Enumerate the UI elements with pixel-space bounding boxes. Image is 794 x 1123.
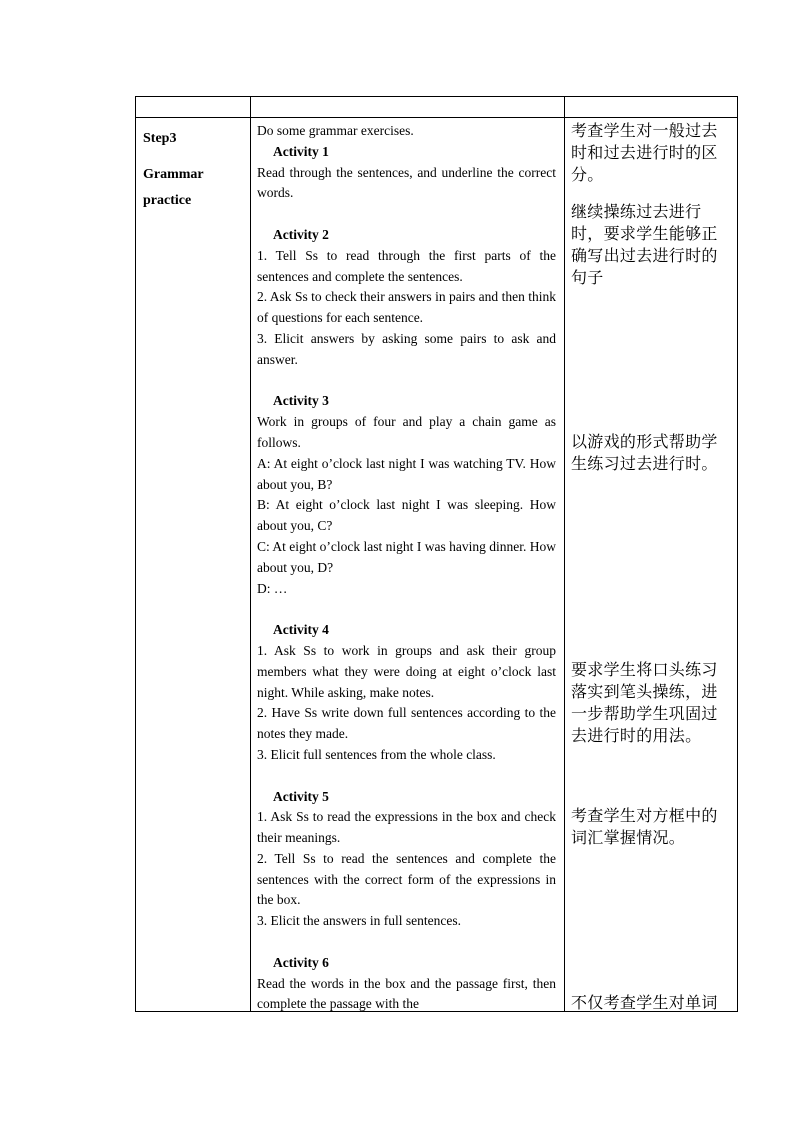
step-cell (136, 118, 251, 1012)
purpose-cell (565, 118, 738, 1012)
activity-line: 2. Have Ss write down full sentences according to the notes they made. (257, 705, 556, 742)
header-cell-3 (565, 97, 738, 118)
activity-line: 3. Elicit the answers in full sentences. (257, 913, 461, 929)
header-cell-2 (251, 97, 565, 118)
lesson-plan-table (135, 96, 738, 1012)
activity-line: C: At eight o’clock last night I was having dinner. How about you, D? (257, 538, 556, 575)
activity-line: D: … (257, 580, 288, 596)
purpose-note: 要求学生将口头练习落实到笔头操练，进一步帮助学生巩固过去进行时的用法。 (571, 660, 718, 745)
activity-line: 3. Elicit full sentences from the whole class. (257, 746, 496, 762)
activity-line: 1. Ask Ss to work in groups and ask their group members what they were doing at eight o’clock last night. While asking, make notes. (257, 642, 556, 700)
activity-line: 3. Elicit answers by asking some pairs to ask and answer. (257, 330, 556, 367)
activity-title: Activity 1 (273, 143, 329, 159)
activity-line: 2. Ask Ss to check their answers in pairs and then think of questions for each sentence. (257, 289, 556, 326)
header-cell-1 (136, 97, 251, 118)
step-title: Step3 (143, 131, 177, 146)
activity-line: 1. Tell Ss to read through the first parts of the sentences and complete the sentences. (257, 247, 556, 284)
purpose-note: 继续操练过去进行时，要求学生能够正确写出过去进行时的句子 (571, 202, 718, 287)
activity-line: Read through the sentences, and underline the correct words. (257, 164, 556, 201)
activity-line: B: At eight o’clock last night I was sleeping. How about you, C? (257, 497, 556, 534)
activity-line: Work in groups of four and play a chain game as follows. (257, 414, 556, 450)
activity-line: A: At eight o’clock last night I was watching TV. How about you, B? (257, 455, 556, 492)
procedure-cell (251, 118, 565, 1012)
table-row (136, 118, 738, 1012)
activity-title: Activity 3 (273, 393, 329, 409)
intro-text: Do some grammar exercises. (257, 123, 414, 138)
table-header-row (136, 97, 738, 118)
purpose-note: 以游戏的形式帮助学生练习过去进行时。 (571, 432, 718, 473)
activity-title: Activity 5 (273, 788, 329, 804)
activity-line: Read the words in the box and the passage first, then complete the passage with the (257, 975, 556, 1011)
activity-line: 1. Ask Ss to read the expressions in the box and check their meanings. (257, 809, 556, 846)
purpose-note: 考查学生对方框中的词汇掌握情况。 (571, 806, 718, 847)
activity-title: Activity 4 (273, 622, 329, 638)
activity-title: Activity 2 (273, 226, 329, 242)
purpose-note: 不仅考查学生对单词 (571, 993, 718, 1012)
activity-title: Activity 6 (273, 954, 329, 970)
step-category: Grammar practice (143, 167, 204, 208)
purpose-note: 考查学生对一般过去时和过去进行时的区分。 (571, 121, 718, 184)
activity-line: 2. Tell Ss to read the sentences and complete the sentences with the correct form of the expressions in the box. (257, 850, 556, 908)
